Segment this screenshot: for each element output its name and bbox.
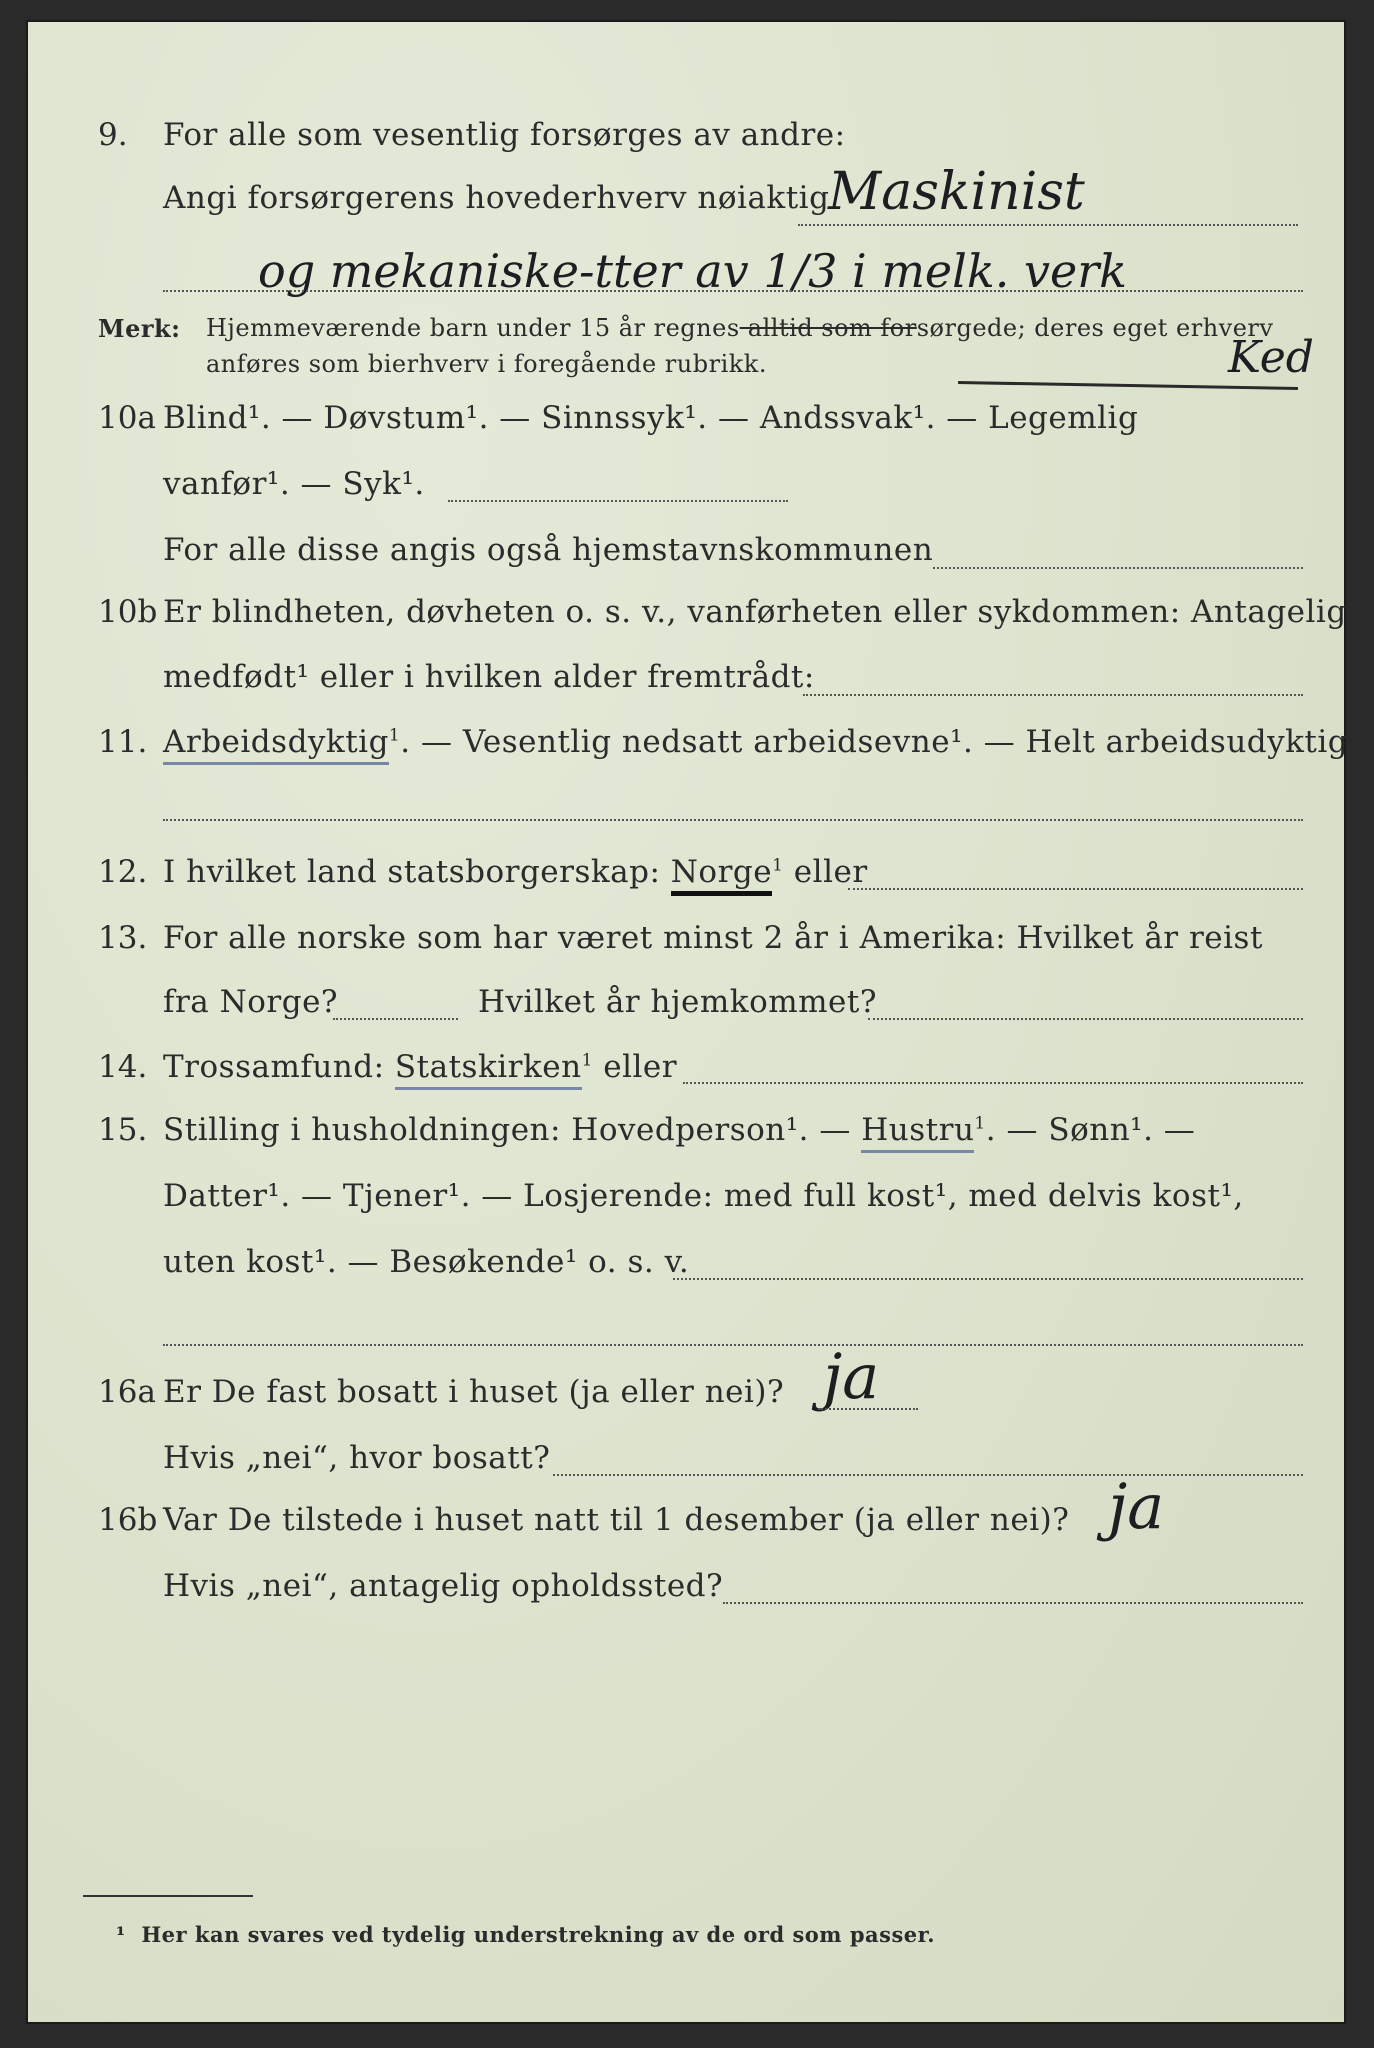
q10a-hjemstavn-line: [933, 567, 1303, 569]
q15-line2: Datter¹. — Tjener¹. — Losjerende: med full kost¹, med delvis kost¹,: [163, 1178, 1244, 1214]
footnote-divider: [83, 1895, 253, 1897]
q16b-line2: Hvis „nei“, antagelig opholdssted?: [163, 1568, 724, 1604]
q16a-number: 16a: [98, 1374, 156, 1410]
q11-answer-line: [163, 819, 1303, 821]
footnote-text: Her kan svares ved tydelig understrekning av de ord som passer.: [141, 1922, 936, 1947]
footnote-mark: ¹: [116, 1922, 126, 1947]
q15-answer-line2: [163, 1344, 1303, 1346]
q12-number: 12.: [98, 854, 148, 890]
q9-line1: For alle som vesentlig forsørges av andre:: [163, 117, 846, 153]
merk-text-c: sørgede; deres eget erhverv: [916, 314, 1274, 342]
q16a-handwritten-answer: ja: [823, 1340, 880, 1413]
q14-line: Trossamfund: Statskirken$^1$ eller: [163, 1049, 677, 1085]
q16b-answer-line: [723, 1602, 1303, 1604]
q9-handwritten-occupation: Maskinist: [828, 162, 1085, 222]
merk-text-line2: anføres som bierhverv i foregående rubrikk.: [206, 350, 767, 378]
q11-line: Arbeidsdyktig$^1$. — Vesentlig nedsatt arbeidsevne¹. — Helt arbeidsudyktig¹.: [163, 724, 1371, 760]
q15-line1: Stilling i husholdningen: Hovedperson¹. — Hustru$^1$. — Sønn¹. —: [163, 1112, 1195, 1148]
q15-line1a: Stilling i husholdningen: Hovedperson¹. —: [163, 1112, 851, 1148]
census-form-page: [28, 22, 1372, 2022]
q12-text: I hvilket land statsborgerskap:: [163, 854, 661, 890]
q10a-answer-line: [448, 500, 788, 502]
q13-line2a: fra Norge?: [163, 984, 339, 1020]
merk-text-line1: [206, 314, 1273, 342]
footnote: [116, 1922, 935, 1947]
merk-text-struck: alltid som for: [739, 314, 917, 342]
q12-tail: eller: [783, 854, 868, 890]
q16b-handwritten-answer: ja: [1108, 1470, 1165, 1543]
q15-selected-option: Hustru: [861, 1112, 974, 1153]
merk-label: Merk:: [98, 314, 181, 343]
q16b-line1: Var De tilstede i huset natt til 1 desember (ja eller nei)?: [163, 1502, 1070, 1538]
q15-line1b: — Sønn¹. —: [996, 1112, 1196, 1148]
q11-number: 11.: [98, 724, 148, 760]
q9-number: 9.: [98, 117, 128, 153]
q16b-number: 16b: [98, 1502, 158, 1538]
q12-selected-option: Norge: [671, 854, 772, 896]
q16a-answer-line1: [818, 1408, 918, 1410]
q13-reist-line: [333, 1018, 458, 1020]
q13-number: 13.: [98, 920, 148, 956]
q9-answer-line1: [798, 224, 1298, 226]
q15-number: 15.: [98, 1112, 148, 1148]
q9-answer-line2: [163, 290, 1303, 292]
q16a-answer-line2: [553, 1474, 1303, 1476]
q12-answer-line: [848, 888, 1303, 890]
q9-handwritten-detail: og mekaniske-tter av 1/3 i melk. verk: [258, 244, 1128, 298]
q14-text: Trossamfund:: [163, 1049, 385, 1085]
q10a-line2: vanfør¹. — Syk¹.: [163, 466, 425, 502]
q13-hjemkommet-line: [868, 1018, 1303, 1020]
q15-answer-line1: [673, 1278, 1303, 1280]
q14-tail: eller: [592, 1049, 678, 1085]
q10b-line1: Er blindheten, døvheten o. s. v., vanførheten eller sykdommen: Antagelig: [163, 594, 1347, 630]
q11-rest: — Vesentlig nedsatt arbeidsevne¹. — Helt arbeidsudyktig¹.: [410, 724, 1372, 760]
q10a-line1: Blind¹. — Døvstum¹. — Sinnssyk¹. — Andssvak¹. — Legemlig: [163, 400, 1139, 436]
q10a-line3: For alle disse angis også hjemstavnskommunen: [163, 532, 934, 568]
q14-selected-option: Statskirken: [395, 1049, 582, 1090]
q16a-line2: Hvis „nei“, hvor bosatt?: [163, 1440, 551, 1476]
q9-line2: Angi forsørgerens hovederhverv nøiaktig: [163, 180, 830, 216]
q10b-answer-line: [803, 694, 1303, 696]
q13-line2b: Hvilket år hjemkommet?: [478, 984, 877, 1020]
q15-line3: uten kost¹. — Besøkende¹ o. s. v.: [163, 1244, 690, 1280]
merk-text-a: Hjemmeværende barn under 15 år regnes: [206, 314, 740, 342]
q13-line1: For alle norske som har været minst 2 år i Amerika: Hvilket år reist: [163, 920, 1263, 956]
q10a-number: 10a: [98, 400, 156, 436]
q10b-number: 10b: [98, 594, 158, 630]
q12-line: I hvilket land statsborgerskap: Norge$^1$ eller: [163, 854, 868, 890]
q14-number: 14.: [98, 1049, 148, 1085]
q14-answer-line: [683, 1082, 1303, 1084]
q16a-line1: Er De fast bosatt i huset (ja eller nei)?: [163, 1374, 785, 1410]
q10b-line2: medfødt¹ eller i hvilken alder fremtrådt:: [163, 659, 815, 695]
merk-handwritten-note: Ked: [1228, 332, 1314, 383]
q11-selected-option: Arbeidsdyktig: [163, 724, 389, 765]
